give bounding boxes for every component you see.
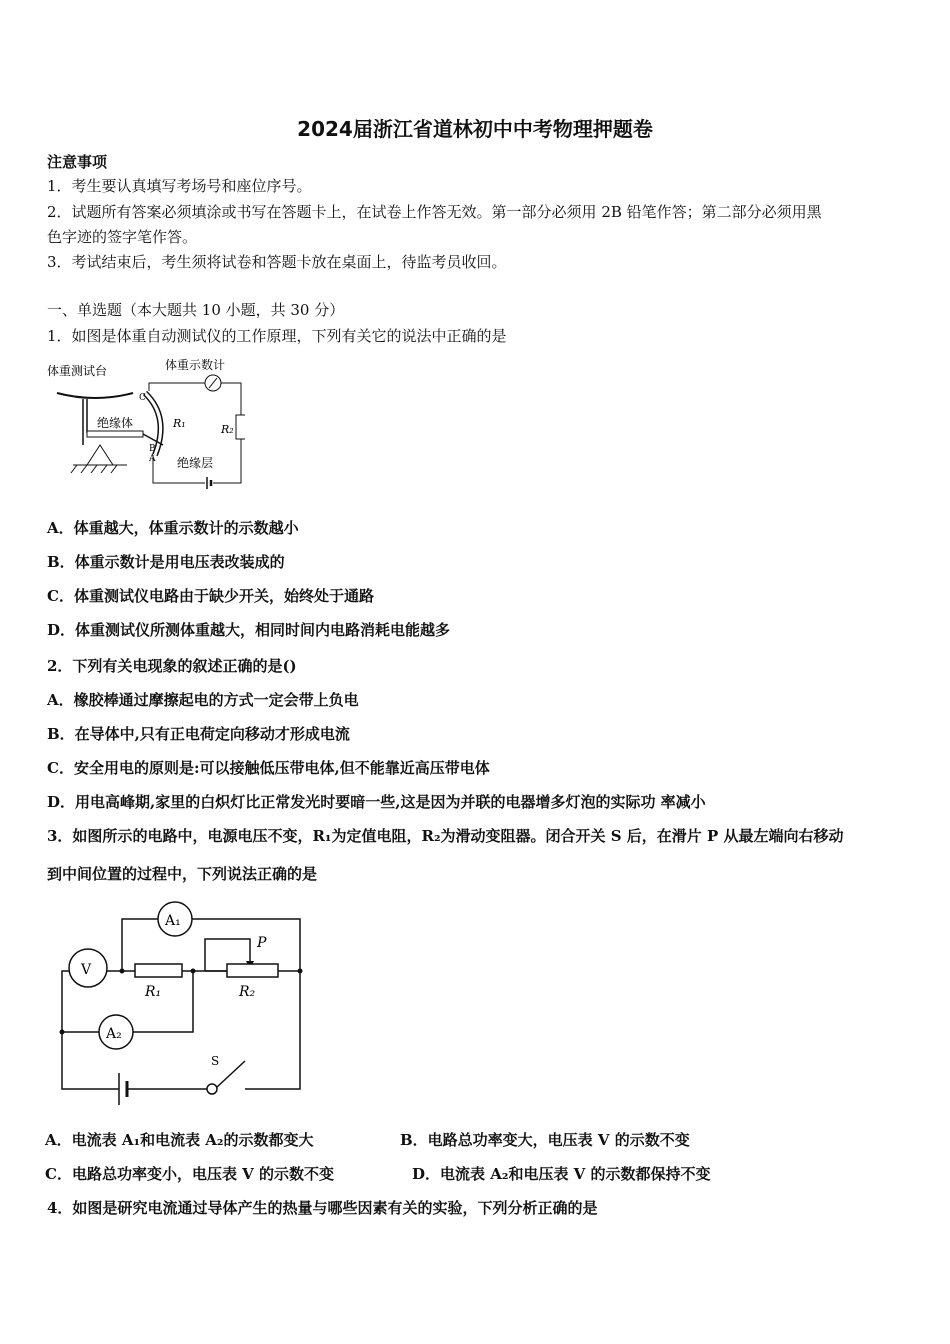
q3-stem-line2: 到中间位置的过程中，下列说法正确的是 xyxy=(47,865,318,883)
notice-item-2: 2．试题所有答案必须填涂或书写在答题卡上，在试卷上作答无效。第一部分必须用 2B 铅笔作答；第二部分必须用黑 xyxy=(47,203,822,221)
q1-fig-c-label: C xyxy=(139,393,146,403)
q3-fig-s-label: S xyxy=(211,1054,220,1068)
notice-item-3: 3．考试结束后，考生须将试卷和答题卡放在桌面上，待监考员收回。 xyxy=(47,253,507,271)
q1-stem: 1．如图是体重自动测试仪的工作原理，下列有关它的说法中正确的是 xyxy=(47,327,507,345)
q1-option-c: C．体重测试仪电路由于缺少开关，始终处于通路 xyxy=(47,587,374,605)
q3-fig-r1 xyxy=(135,964,182,977)
q3-fig-switch xyxy=(207,1084,217,1094)
q1-option-a: A．体重越大，体重示数计的示数越小 xyxy=(47,519,299,537)
q1-fig-r1-label: R₁ xyxy=(173,417,186,430)
notice-heading: 注意事项 xyxy=(47,153,108,171)
q1-fig-a-label: A xyxy=(149,454,156,464)
page-title: 2024届浙江省道林初中中考物理押题卷 xyxy=(297,117,653,141)
q1-option-b: B．体重示数计是用电压表改装成的 xyxy=(47,553,285,571)
q1-fig-platform-label: 体重测试台 xyxy=(47,364,108,378)
q3-option-d: D．电流表 A₂和电压表 V 的示数都保持不变 xyxy=(412,1165,711,1183)
q1-weight-tester-diagram xyxy=(45,355,245,493)
section-heading: 一、单选题（本大题共 10 小题，共 30 分） xyxy=(47,301,345,319)
q2-stem: 2．下列有关电现象的叙述正确的是() xyxy=(47,657,297,675)
q3-fig-p-label: P xyxy=(257,935,267,951)
q3-fig-r2-label: R₂ xyxy=(239,984,256,1000)
q1-fig-fulcrum xyxy=(87,445,113,465)
notice-item-2-cont: 色字迹的签字笔作答。 xyxy=(47,228,198,246)
q1-option-d: D．体重测试仪所测体重越大，相同时间内电路消耗电能越多 xyxy=(47,621,451,639)
q2-option-b: B．在导体中,只有正电荷定向移动才形成电流 xyxy=(47,725,350,743)
q3-fig-a2-label: A₂ xyxy=(106,1026,122,1042)
q3-option-b: B．电路总功率变大，电压表 V 的示数不变 xyxy=(400,1131,690,1149)
q1-fig-r2-label: R₂ xyxy=(221,423,234,436)
q3-fig-a1-label: A₁ xyxy=(165,913,181,929)
q1-fig-insulator xyxy=(87,431,143,437)
q3-fig-v-label: V xyxy=(81,962,92,978)
q1-fig-platform xyxy=(57,393,133,398)
q3-option-a: A．电流表 A₁和电流表 A₂的示数都变大 xyxy=(45,1131,314,1149)
notice-item-1: 1．考生要认真填写考场号和座位序号。 xyxy=(47,177,312,195)
q4-stem: 4．如图是研究电流通过导体产生的热量与哪些因素有关的实验，下列分析正确的是 xyxy=(47,1199,598,1217)
q3-circuit-diagram xyxy=(55,895,315,1120)
q3-fig-r1-label: R₁ xyxy=(145,984,162,1000)
q3-option-c: C．电路总功率变小，电压表 V 的示数不变 xyxy=(45,1165,335,1183)
q1-fig-insulator-label: 绝缘体 xyxy=(97,416,134,430)
q2-option-a: A．橡胶棒通过摩擦起电的方式一定会带上负电 xyxy=(47,691,359,709)
q1-fig-b-label: B xyxy=(149,444,156,454)
q3-stem-line1: 3．如图所示的电路中，电源电压不变，R₁为定值电阻，R₂为滑动变阻器。闭合开关 S 后，在滑片 P 从最左端向右移动 xyxy=(47,827,844,845)
q2-option-c: C．安全用电的原则是:可以接触低压带电体,但不能靠近高压带电体 xyxy=(47,759,490,777)
q1-fig-layer-label: 绝缘层 xyxy=(177,456,214,470)
q1-fig-r2 xyxy=(236,415,245,439)
q3-fig-r2 xyxy=(227,964,278,977)
q2-option-d: D．用电高峰期,家里的白炽灯比正常发光时要暗一些,这是因为并联的电器增多灯泡的实际功 率减小 xyxy=(47,793,706,811)
q1-fig-meter-label: 体重示数计 xyxy=(165,358,226,372)
